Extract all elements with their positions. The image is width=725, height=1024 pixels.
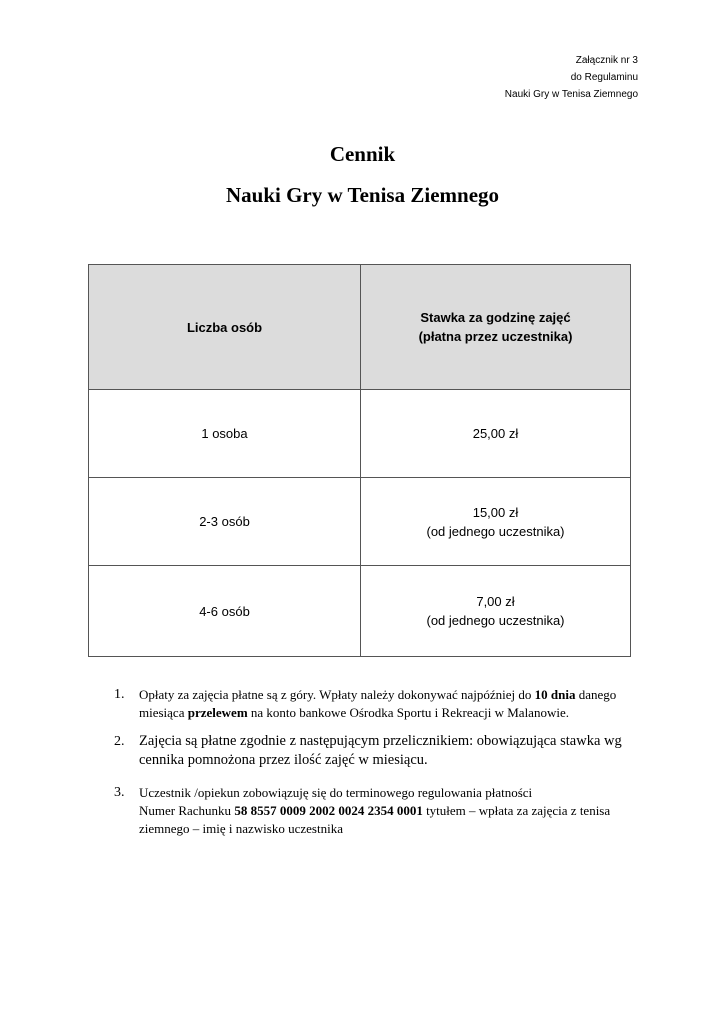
note-text: Opłaty za zajęcia płatne są z góry. Wpłaty należy dokonywać najpóźniej do xyxy=(139,687,535,702)
note-text: Uczestnik /opiekun zobowiązuję się do terminowego regulowania płatności xyxy=(139,785,533,800)
annex-line-3: Nauki Gry w Tenisa Ziemnego xyxy=(504,89,638,100)
note-emphasis: 10 dnia xyxy=(534,687,576,702)
price-value: 7,00 zł xyxy=(476,594,515,609)
page-subtitle: Nauki Gry w Tenisa Ziemnego xyxy=(225,183,500,207)
note-text: tytułem – wpłata za zajęcia z tenisa ziemnego – imię i nazwisko uczestnika xyxy=(139,803,611,836)
note-text: danego miesiąca xyxy=(139,687,617,720)
cell-price xyxy=(361,478,631,566)
list-item xyxy=(114,686,634,722)
note-text: Numer Rachunku xyxy=(139,803,235,818)
notes-list xyxy=(114,686,634,847)
list-number: 1. xyxy=(114,687,125,702)
header-rate-line-1: Stawka za godzinę zajęć xyxy=(420,310,571,325)
table-header-row xyxy=(89,265,631,390)
price-note: (od jednego uczestnika) xyxy=(426,523,565,539)
list-number: 2. xyxy=(114,734,125,749)
cell-persons: 1 osoba xyxy=(89,390,361,478)
cell-price xyxy=(361,566,631,657)
cell-price xyxy=(361,390,631,478)
table-row xyxy=(89,566,631,657)
header-rate xyxy=(361,265,631,390)
annex-line-2: do Regulaminu xyxy=(570,72,638,83)
note-text: Zajęcia są płatne zgodnie z następującym przelicznikiem: obowiązująca stawka wg cennika pomnożona przez ilość zajęć w miesiącu. xyxy=(139,733,622,768)
price-table xyxy=(88,264,631,657)
note-emphasis: przelewem xyxy=(187,705,248,720)
list-number: 3. xyxy=(114,785,125,800)
account-number: 58 8557 0009 2002 0024 2354 0001 xyxy=(234,803,423,818)
cell-persons: 4-6 osób xyxy=(89,566,361,657)
annex-header xyxy=(505,52,638,103)
note-text: na konto bankowe Ośrodka Sportu i Rekreacji w Malanowie. xyxy=(247,705,569,720)
list-item xyxy=(114,784,634,838)
cell-persons: 2-3 osób xyxy=(89,478,361,566)
table-row xyxy=(89,478,631,566)
header-persons: Liczba osób xyxy=(89,265,361,390)
price-note: (od jednego uczestnika) xyxy=(426,613,565,628)
list-item xyxy=(114,732,634,770)
price-value: 15,00 zł xyxy=(472,504,519,520)
page-title: Cennik xyxy=(329,142,396,166)
price-value: 25,00 zł xyxy=(472,426,519,441)
annex-line-1: Załącznik nr 3 xyxy=(575,55,638,66)
table-row xyxy=(89,390,631,478)
header-rate-line-2: (płatna przez uczestnika) xyxy=(418,329,573,344)
